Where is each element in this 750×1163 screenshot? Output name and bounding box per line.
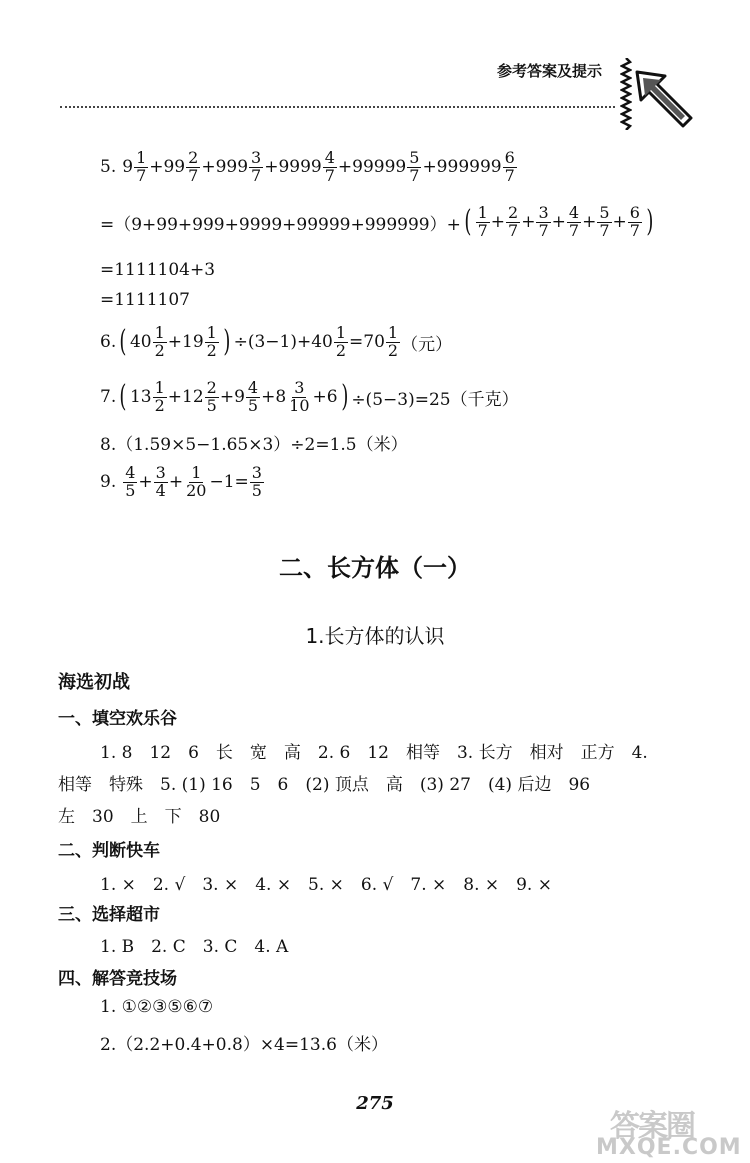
item5-term2-fraction: $\frac{2}{7}$ xyxy=(188,148,199,185)
item5-line2-prefix: =（9+99+999+9999+99999+999999）+ xyxy=(100,214,461,235)
item5-term3-whole: +999 xyxy=(201,157,249,178)
q2-line: 1. × 2. √ 3. × 4. × 5. × 6. √ 7. × 8. × 9. × xyxy=(100,875,552,895)
item7-c-whole: +9 xyxy=(219,387,245,408)
item5-label: 5. xyxy=(100,157,117,178)
item5-term4-fraction: $\frac{4}{7}$ xyxy=(324,148,335,185)
item8-line: 8.（1.59×5−1.65×3）÷2=1.5（米） xyxy=(100,435,408,455)
page-number: 275 xyxy=(356,1093,394,1114)
item7-a-fraction: $\frac{1}{2}$ xyxy=(154,378,165,415)
q1-line2: 相等 特殊 5. (1) 16 5 6 (2) 顶点 高 (3) 27 (4) 后边 96 xyxy=(58,775,591,795)
q1-title: 一、填空欢乐谷 xyxy=(58,709,177,729)
item6-b-fraction: $\frac{1}{2}$ xyxy=(206,323,217,360)
item6-d-fraction: $\frac{1}{2}$ xyxy=(387,323,399,360)
item5-term4-whole: +9999 xyxy=(264,157,322,178)
item5-term5-fraction: $\frac{5}{7}$ xyxy=(409,148,420,185)
item5-term3-fraction: $\frac{3}{7}$ xyxy=(251,148,262,185)
header-divider xyxy=(60,106,615,108)
item7-tail: ÷(5−3)=25（千克） xyxy=(351,389,519,410)
item5-term1-whole: 9 xyxy=(122,157,134,178)
q4-line1: 1. ①②③⑤⑥⑦ xyxy=(100,997,214,1017)
item7-label: 7. xyxy=(100,387,117,408)
item5-term6-fraction: $\frac{6}{7}$ xyxy=(504,148,515,185)
q4-line2: 2.（2.2+0.4+0.8）×4=13.6（米） xyxy=(100,1035,388,1055)
item9-label: 9. xyxy=(100,472,117,493)
q1-line1: 1. 8 12 6 长 宽 高 2. 6 12 相等 3. 长方 相对 正方 4. xyxy=(100,743,648,763)
item6-label: 6. xyxy=(100,332,117,353)
section-title: 1.长方体的认识 xyxy=(305,624,445,648)
item6-mid: ÷(3−1)+40 xyxy=(233,332,333,353)
part1-title: 海选初战 xyxy=(58,672,130,693)
item5-term5-whole: +99999 xyxy=(337,157,407,178)
item6-a-whole: 40 xyxy=(129,332,152,353)
item5-term2-whole: +99 xyxy=(149,157,186,178)
item9-line: 9. $\frac{4}{5}$ + $\frac{3}{4}$ + $\frac{1}{20}$ −1= $\frac{3}{5}$ xyxy=(100,463,262,500)
item9-fraction4: $\frac{3}{5}$ xyxy=(251,463,262,500)
item7-line: 7. ( 13 $\frac{1}{2}$ +12 $\frac{2}{5}$ +9 $\frac{4}{5}$ +8 $\frac{3}{10}$ +6 ) ÷(5−3)=25（千克） xyxy=(100,378,519,415)
chapter-title: 二、长方体（一） xyxy=(279,554,471,582)
q3-title: 三、选择超市 xyxy=(58,905,160,925)
item5-line4: =1111107 xyxy=(100,290,190,310)
item5-line2-fraction1: $\frac{1}{7}$ xyxy=(477,203,488,240)
zigzag-decoration xyxy=(620,58,632,130)
item6-c-fraction: $\frac{1}{2}$ xyxy=(335,323,347,360)
item6-eq: =70 xyxy=(349,332,385,353)
item7-tail-in: +6 xyxy=(312,387,338,408)
item9-fraction2: $\frac{3}{4}$ xyxy=(155,463,166,500)
item7-c-fraction: $\frac{4}{5}$ xyxy=(247,378,259,415)
q2-title: 二、判断快车 xyxy=(58,841,160,861)
q3-line: 1. B 2. C 3. C 4. A xyxy=(100,937,289,957)
item5-line2-fraction2: $\frac{2}{7}$ xyxy=(508,203,519,240)
item7-d-whole: +8 xyxy=(261,387,287,408)
item5-line2: =（9+99+999+9999+99999+999999）+ ( $\frac{1}{7}$ + $\frac{2}{7}$ + $\frac{3}{7}$ + $\frac{4}{7}$ + $\frac{5}{7}$ + $\frac{6}{7}$ ) xyxy=(100,203,654,240)
item5-line2-fraction3: $\frac{3}{7}$ xyxy=(538,203,549,240)
item7-d-fraction: $\frac{3}{10}$ xyxy=(289,378,310,415)
item6-line: 6. ( 40 $\frac{1}{2}$ +19 $\frac{1}{2}$ ) ÷(3−1)+40 $\frac{1}{2}$ =70 $\frac{1}{2}$ （元） xyxy=(100,323,453,360)
item9-fraction3: $\frac{1}{20}$ xyxy=(186,463,207,500)
item5-line2-fraction5: $\frac{5}{7}$ xyxy=(599,203,610,240)
item5-term1-fraction: $\frac{1}{7}$ xyxy=(136,148,147,185)
q1-line3: 左 30 上 下 80 xyxy=(58,807,221,827)
item5-line2-fraction4: $\frac{4}{7}$ xyxy=(568,203,580,240)
item7-b-fraction: $\frac{2}{5}$ xyxy=(206,378,217,415)
item5-term6-whole: +999999 xyxy=(422,157,502,178)
q4-title: 四、解答竞技场 xyxy=(58,969,177,989)
item9-fraction1: $\frac{4}{5}$ xyxy=(125,463,136,500)
header-title: 参考答案及提示 xyxy=(497,62,603,80)
item6-b-whole: +19 xyxy=(167,332,204,353)
item5-line1 xyxy=(100,150,518,185)
item6-a-fraction: $\frac{1}{2}$ xyxy=(154,323,165,360)
item6-unit: （元） xyxy=(401,334,453,355)
item5-line2-fraction6: $\frac{6}{7}$ xyxy=(629,203,640,240)
item9-mid: −1= xyxy=(209,472,249,493)
arrow-icon xyxy=(633,68,695,130)
item5-line3: =1111104+3 xyxy=(100,260,216,280)
watermark-logo: 答案圈 MXQE.COM xyxy=(596,1109,742,1160)
item7-b-whole: +12 xyxy=(167,387,204,408)
item7-a-whole: 13 xyxy=(129,387,152,408)
